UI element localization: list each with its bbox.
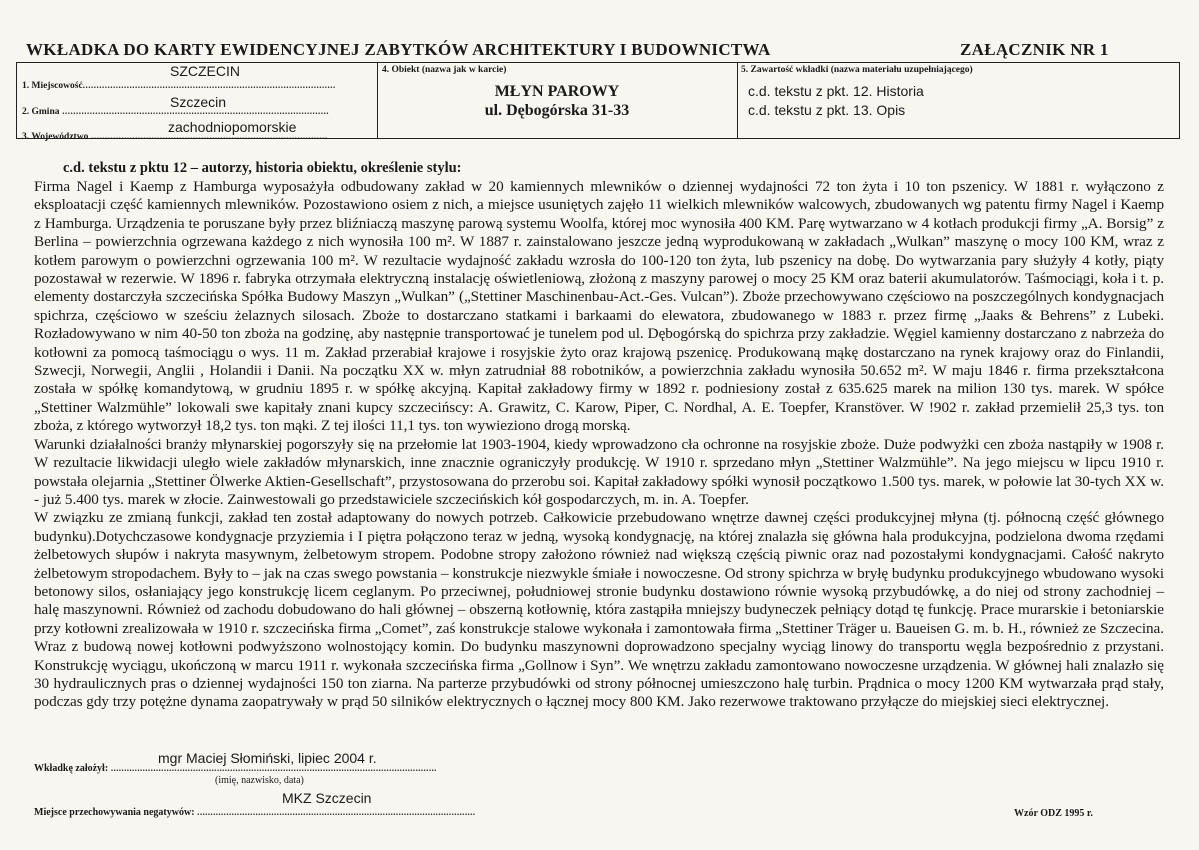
- author-label: Wkładkę założył: ...........................................................................................................................: [34, 763, 437, 774]
- section-heading: c.d. tekstu z pktu 12 – autorzy, historia obiektu, określenie stylu:: [63, 160, 462, 176]
- paragraph: W związku ze zmianą funkcji, zakład ten został adaptowany do nowych potrzeb. Całkowicie przebudowano wnętrze dawnej części produkcyjnej młyna (tj. północną część głównego budynku).Dotychczasowe kondygnacje przyziemia i I piętra połączono teraz w jedną, wysoką kondygnację, na której znalazła się główna hala produkcyjna, podzielona dwoma rzędami żelbetowych słupów i nakryta masywnym, żelbetowym stropem. Podobne stropy założono również nad większą częścią piwnic oraz nad pozostałymi kondygnacjami. Całość nakryto żelbetowym stropodachem. Były to – jak na czas swego powstania – konstrukcje niezwykle śmiałe i nowoczesne. Od strony spichrza w bryłę budynku produkcyjnego wbudowano wysoki betonowy silos, osłaniający jego konstrukcję licem ceglanym. Po przeciwnej, południowej stronie budynku dostawiono równie wysoką przybudówkę, a do niej od strony zachodniej – halę maszynowni. Również od zachodu dobudowano do hali głównej – obszerną kotłownię, która zastąpiła mniejszy budyneczek pełniący dotąd tę funkcję. Prace murarskie i betoniarskie przy kotłowni zrealizowała w 1910 r. szczecińska firma „Comet”, zaś konstrukcje stalowe wykonała i zamontowała firma „Stettiner Träger u. Baueisen G. m. b. H., również ze Szczecina. Wraz z budową nowej kotłowni podwyższono wolnostojący komin. Do budynku maszynowni doprowadzono specjalny wyciąg linowy do transportu węgla bezpośrednio z przystani. Konstrukcję wyciągu, ukończoną w marcu 1911 r. wykonała szczecińska firma „Gollnow i Syn”. We wnętrzu zakładu zamontowano nowoczesne urządzenia. W głównej hali znalazło się 30 hydraulicznych pras o dziennej wydajności 150 ton ziarna. Na parterze przybudówki od strony północnej umieszczono halę turbin. Prądnica o mocy 1200 KM wytwarzała prąd stały, podczas gdy trzy potężne dynama zaopatrywały w prąd 50 silników elektrycznych o łącznej mocy 800 KM. Jako rezerwowe traktowano przyłącze do miejskiej sieci elektrycznej.: [34, 509, 1164, 711]
- voivodeship-value: zachodniopomorskie: [168, 119, 297, 135]
- supplement-label: 5. Zawartość wkładki (nazwa materiału uzupełniającego): [741, 65, 973, 75]
- object-label: 4. Obiekt (nazwa jak w karcie): [382, 65, 507, 75]
- commune-label: 2. Gmina .................................................................................................: [22, 106, 329, 117]
- author-note: (imię, nazwisko, data): [215, 775, 304, 786]
- history-text: [34, 178, 1164, 712]
- place-value: SZCZECIN: [170, 63, 240, 79]
- storage-value: MKZ Szczecin: [282, 790, 372, 806]
- object-name: MŁYN PAROWY: [494, 83, 620, 100]
- commune-value: Szczecin: [170, 94, 227, 110]
- paragraph: Warunki działalności branży młynarskiej pogorszyły się na przełomie lat 1903-1904, kiedy wprowadzono cła ochronne na rosyjskie zboże. Duże podwyżki cen zboża nastąpiły w 1908 r. W rezultacie likwidacji uległo wiele zakładów młynarskich, inne znacznie ograniczyły produkcję. W 1910 r. sprzedano młyn „Stettiner Walzmühle”. Na jego miejscu w lipcu 1910 r. powstała olejarnia „Stettiner Ölwerke Aktien-Gesellschaft”, przystosowana do przerobu soi. Kapitał zakładowy spółki wynosił początkowo 1.500 tys. marek, w połowie lat 30-tych XX w. - już 5.400 tys. marek w złocie. Zainwestowali go przedstawiciele szczecińskich kół gospodarczych, m. in. A. Toepfer.: [34, 435, 1164, 508]
- form-reference: Wzór ODZ 1995 r.: [1014, 808, 1093, 819]
- object-address: ul. Dębogórska 31-33: [484, 102, 630, 119]
- supplement-item: c.d. tekstu z pkt. 12. Historia: [748, 83, 924, 99]
- form-title: WKŁADKA DO KARTY EWIDENCYJNEJ ZABYTKÓW ARCHITEKTURY I BUDOWNICTWA: [26, 40, 771, 59]
- author-value: mgr Maciej Słomiński, lipiec 2004 r.: [158, 750, 377, 766]
- header-divider-2: [737, 62, 738, 139]
- supplement-item: c.d. tekstu z pkt. 13. Opis: [748, 102, 906, 118]
- place-label: 1. Miejscowość............................................................................................: [22, 80, 336, 91]
- voivodeship-label: 3. Województwo ......................................................................................: [22, 131, 328, 142]
- storage-label: Miejsce przechowywania negatywów: .........................................................................................................: [34, 807, 476, 818]
- annex-number: ZAŁĄCZNIK NR 1: [960, 40, 1109, 59]
- paragraph: Firma Nagel i Kaemp z Hamburga wyposażyła odbudowany zakład w 20 kamiennych mlewników o dziennej wydajności 72 ton żyta i 10 ton pszenicy. W 1881 r. wyłączono z eksploatacji część kamiennych mlewników. Pozostawiono osiem z nich, a miejsce usuniętych zajęło 11 wielkich mlewników walcowych, zbudowanych wg patentu firmy Nagel i Kaemp z Hamburga. Urządzenia te poruszane były przez bliźniaczą maszynę parową systemu Woolfa, której moc wynosiła 400 KM. Parę wytwarzano w 4 kotłach produkcji firmy „A. Borsig” z Berlina – powierzchnia ogrzewana każdego z nich wynosiła 100 m². W 1887 r. zainstalowano jeszcze jedną wyprodukowaną w zakładach „Wulkan” maszynę o mocy 100 KM, wraz z kotłem parowym o powierzchni ogrzewania 100 m². W rezultacie wydajność zakładu wzrosła do 100-120 ton żyta, lub pszenicy na dobę. Do wytwarzania pary służyły 4 kotły, piąty pozostawał w rezerwie. W 1896 r. fabryka otrzymała elektryczną instalację oświetleniową, złożoną z maszyny parowej o mocy 25 KM oraz baterii akumulatorów. Taśmociągi, koła i t. p. elementy dostarczyła szczecińska Spółka Budowy Maszyn „Wulkan” („Stettiner Maschinenbau-Act.-Ges. Vulcan”). Zboże przechowywano częściowo na poszczególnych kondygnacjach spichrza, częściowo w sześciu żelaznych silosach. Zboże to dostarczano statkami i barkaami do elewatora, zbudowanego w 1883 r. przez firmę „Jaaks & Behrens” z Lubeki. Rozładowywano w nim 40-50 ton zboża na godzinę, aby następnie transportować je tunelem pod ul. Dębogórską do spichrza przy zakładzie. Węgiel kamienny dostarczano z nabrzeża do kotłowni za pomocą taśmociągu o wys. 11 m. Zakład przerabiał krajowe i rosyjskie żyto oraz krajową pszenicę. Produkowaną mąkę dostarczano na rynek krajowy oraz do Finlandii, Szwecji, Norwegii, Anglii , Holandii i Danii. Na początku XX w. młyn zatrudniał 88 robotników, a powierzchnia zakładu wynosiła 50.652 m². W maju 1846 r. firma przekształcona została w spółkę komandytową, w grudniu 1895 r. w spółkę akcyjną. Kapitał zakładowy firmy w 1892 r. podniesiony został z 635.625 marek na milion 130 tys. marek. W spółce „Stettiner Walzmühle” lokowali swe kapitały znani kupcy szczecińscy: A. Grawitz, C. Karow, Piper, C. Nordhal, A. E. Toepfer, Kranstöver. W !902 r. zakład przemielił 25,3 tys. ton zboża, z którego wytworzył 18,2 tys. ton mąki. Z tej ilości 11,1 tys. ton wywieziono drogą morską.: [34, 178, 1164, 435]
